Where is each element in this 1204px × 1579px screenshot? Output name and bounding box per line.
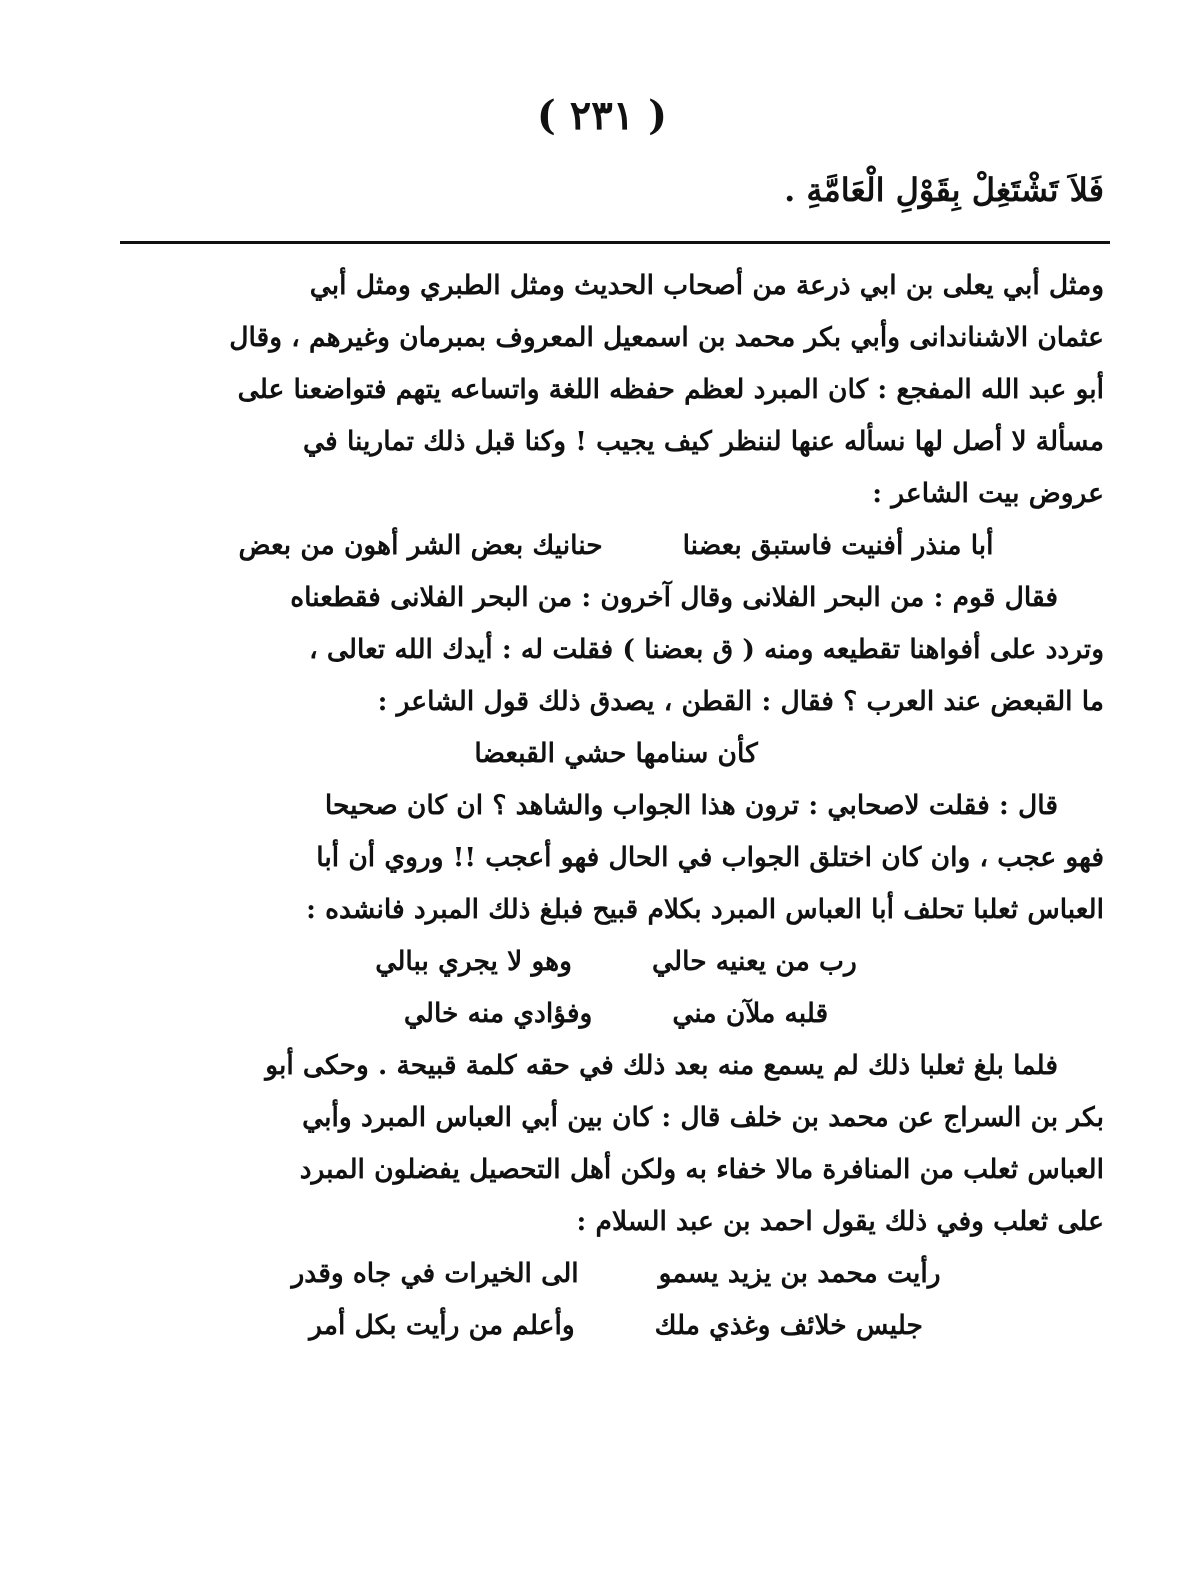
verse-second-hemistich: الى الخيرات في جاه وقدر (291, 1258, 579, 1289)
text-line: فلما بلغ ثعلبا ذلك لم يسمع منه بعد ذلك في حقه كلمة قبيحة . وحكى أبو (265, 1050, 1058, 1081)
text-line: العباس ثعلبا تحلف أبا العباس المبرد بكلام قبيح فبلغ ذلك المبرد فانشده : (306, 894, 1104, 925)
verse-first-hemistich: أبا منذر أفنيت فاستبق بعضنا (682, 530, 994, 561)
poem-verse (128, 1248, 1104, 1300)
verse-second-hemistich: وأعلم من رأيت بكل أمر (309, 1310, 575, 1341)
poem-verse (128, 520, 1104, 572)
text-line: فقال قوم : من البحر الفلانى وقال آخرون : من البحر الفلانى فقطعناه (290, 582, 1058, 613)
horizontal-rule (120, 241, 1110, 244)
text-line: وتردد على أفواهنا تقطيعه ومنه ( ق بعضنا ) فقلت له : أيدك الله تعالى ، (309, 634, 1104, 665)
poem-verse (128, 1300, 1104, 1352)
text-line: مسألة لا أصل لها نسأله عنها لننظر كيف يجيب ! وكنا قبل ذلك تمارينا في (302, 426, 1104, 457)
text-line: العباس ثعلب من المنافرة مالا خفاء به ولكن أهل التحصيل يفضلون المبرد (299, 1154, 1104, 1185)
text-line: ومثل أبي يعلى بن ابي ذرعة من أصحاب الحديث ومثل الطبري ومثل أبي (309, 270, 1104, 301)
poem-verse-single: كأن سنامها حشي القبعضا (474, 738, 758, 769)
text-line: قال : فقلت لاصحابي : ترون هذا الجواب والشاهد ؟ ان كان صحيحا (324, 790, 1058, 821)
text-line: فهو عجب ، وان كان اختلق الجواب في الحال فهو أعجب !! وروي أن أبا (316, 842, 1104, 873)
verse-first-hemistich: رأيت محمد بن يزيد يسمو (658, 1258, 941, 1289)
text-line: على ثعلب وفي ذلك يقول احمد بن عبد السلام : (576, 1206, 1104, 1237)
text-line: ما القبعض عند العرب ؟ فقال : القطن ، يصدق ذلك قول الشاعر : (377, 686, 1104, 717)
text-line: أبو عبد الله المفجع : كان المبرد لعظم حفظه اللغة واتساعه يتهم فتواضعنا على (237, 374, 1104, 405)
body-text (128, 260, 1104, 1352)
poem-verse (128, 936, 1104, 988)
verse-first-hemistich: قلبه ملآن مني (672, 998, 829, 1029)
text-line: بكر بن السراج عن محمد بن خلف قال : كان بين أبي العباس المبرد وأبي (302, 1102, 1104, 1133)
verse-second-hemistich: وهو لا يجري ببالي (375, 946, 572, 977)
verse-second-hemistich: حنانيك بعض الشر أهون من بعض (238, 530, 603, 561)
text-line: عروض بيت الشاعر : (872, 478, 1104, 509)
poem-verse (128, 988, 1104, 1040)
top-verse-line: فَلاَ تَشْتَغِلْ بِقَوْلِ الْعَامَّةِ . (784, 171, 1104, 209)
page-number: ( ٢٣١ ) (536, 92, 668, 139)
verse-first-hemistich: جليس خلائف وغذي ملك (654, 1310, 923, 1341)
verse-first-hemistich: رب من يعنيه حالي (651, 946, 857, 977)
text-line: عثمان الاشناندانى وأبي بكر محمد بن اسمعيل المعروف بمبرمان وغيرهم ، وقال (229, 322, 1104, 353)
verse-second-hemistich: وفؤادي منه خالي (403, 998, 593, 1029)
